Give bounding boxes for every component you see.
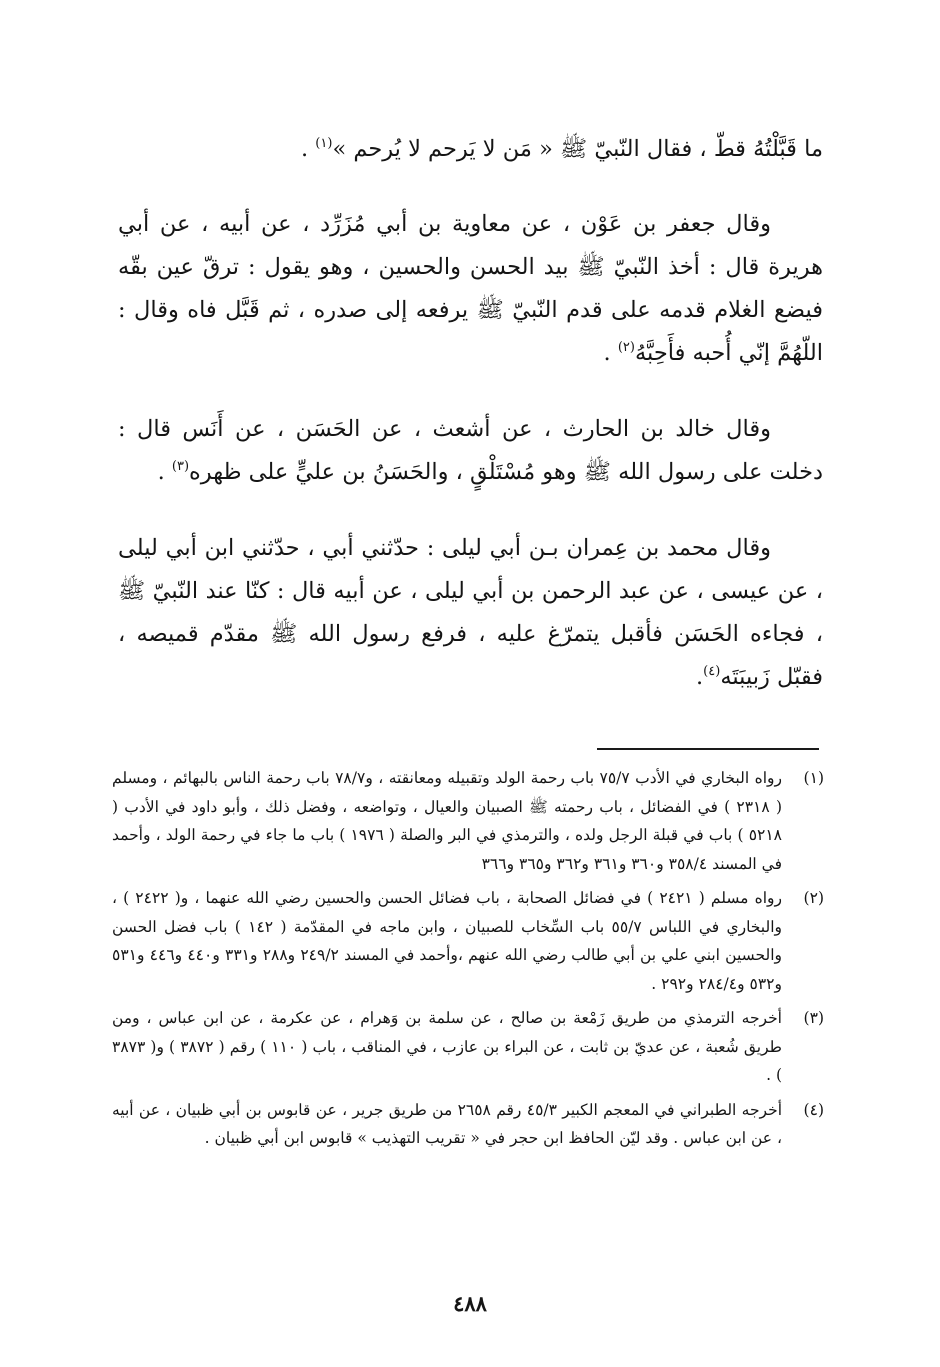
paragraph-text: وقال محمد بن عِمران بـن أبي ليلى : حدّثني أبي ، حدّثني ابن أبي ليلى ، عن عيسى ، عن عبد الرحمن بن أبي ليلى ، عن أبيه قال : كنّا عند النّبيّ ﷺ ، فجاءه الحَسَن فأقبل يتمرّغ عليه ، فرفع رسول الله ﷺ مقدّم قميصه ، فقبّل زَبيبَتَه — [118, 535, 823, 690]
footnote-marker-2: (٢) — [617, 340, 635, 355]
paragraph-end: . — [300, 136, 316, 162]
footnote-text: رواه مسلم ( ٢٤٢١ ) في فضائل الصحابة ، باب فضائل الحسن والحسين رضي الله عنهما ، و( ٢٤٢٢ ) ، والبخاري في اللباس ٥٥/٧ باب السِّخاب للصبيان ، وابن ماجه في المقدّمة ( ١٤٢ ) باب فضل الحسن والحسين ابني علي بن أبي طالب رضي الله عنهم ،وأحمد في المسند ٢٤٩/٢ و٢٨٨ و٣٣١ و٤٤٠ و٤٤٦ و٥٣١ و٥٣٢ و٢٨٤/٤ و٢٩٢ . — [112, 889, 783, 993]
paragraph-3 — [118, 408, 823, 494]
paragraph-text: وقال جعفر بن عَوْن ، عن معاوية بن أبي مُزَرِّد ، عن أبيه ، عن أبي هريرة قال : أخذ النّبيّ ﷺ بيد الحسن والحسين ، وهو يقول : ترقّ عين بقّه فيضع الغلام قدمه على قدم النّبيّ ﷺ يرفعه إلى صدره ، ثم قَبَّل فاه وقال : اللّهُمَّ إنّي أُحبه فأَحِبَّهُ — [118, 211, 823, 366]
paragraph-end: . — [157, 459, 172, 485]
footnote-4 — [112, 1096, 824, 1153]
paragraph-end: . — [696, 664, 704, 690]
footnote-text: أخرجه الترمذي من طريق زَمْعة بن صالح ، عن سلمة بن وَهرام ، عن عكرمة ، عن ابن عباس ، ومن طريق شُعبة ، عن عديّ بن ثابت ، عن البراء بن عازب ، في المناقب ، باب ( ١١٠ ) رقم ( ٣٨٧٢ ) و( ٣٨٧٣ ) . — [112, 1009, 782, 1084]
footnotes — [112, 764, 824, 1159]
footnote-number: (٤) — [803, 1100, 824, 1119]
paragraph-text: ما قَبَّلْتُهُ قطّ ، فقال النّبيّ ﷺ « مَن لا يَرحم لا يُرحم » — [332, 136, 823, 162]
footnote-3 — [112, 1004, 824, 1090]
footnote-text: رواه البخاري في الأدب ٧٥/٧ باب رحمة الولد وتقبيله ومعانقته ، و٧٨/٧ باب رحمة الناس بالبهائم ، ومسلم ( ٢٣١٨ ) في الفضائل ، باب رحمته ﷺ الصبيان والعيال ، وتواضعه ، وفضل ذلك ، وأبو داود في الأدب ( ٥٢١٨ ) باب في قبلة الرجل ولده ، والترمذي في البر والصلة ( ١٩٧٦ ) باب ما جاء في رحمة الولد ، وأحمد في المسند ٣٥٨/٤ و٣٦٠ و٣٦١ و٣٦٢ و٣٦٥ و٣٦٦ — [112, 769, 782, 873]
footnote-2 — [112, 884, 824, 998]
footnote-1 — [112, 764, 824, 878]
footnote-marker-3: (٣) — [171, 459, 190, 474]
paragraph-4 — [118, 527, 823, 699]
page-number: ٤٨٨ — [453, 1291, 487, 1316]
paragraph-text: وقال خالد بن الحارث ، عن أشعث ، عن الحَسَن ، عن أَنَس قال : دخلت على رسول الله ﷺ وهو مُسْتَلْقٍ ، والحَسَنُ بن عليٍّ على ظهره — [118, 416, 823, 485]
paragraph-1 — [118, 128, 823, 171]
paragraph-2 — [118, 203, 823, 375]
footnote-text: أخرجه الطبراني في المعجم الكبير ٤٥/٣ رقم ٢٦٥٨ من طريق جرير ، عن قابوس بن أبي ظبيان ، عن أبيه ، عن ابن عباس . وقد ليّن الحافظ ابن حجر في « تقريب التهذيب » قابوس ابن أبي ظبيان . — [112, 1100, 782, 1147]
footnote-separator — [597, 748, 819, 750]
paragraph-end: . — [603, 340, 618, 366]
footnote-number: (٣) — [803, 1009, 824, 1027]
footnote-marker-4: (٤) — [703, 664, 721, 679]
main-text — [118, 128, 823, 732]
footnote-marker-1: (١) — [315, 136, 333, 151]
footnote-number: (٢) — [803, 889, 824, 907]
footnote-number: (١) — [803, 769, 824, 787]
